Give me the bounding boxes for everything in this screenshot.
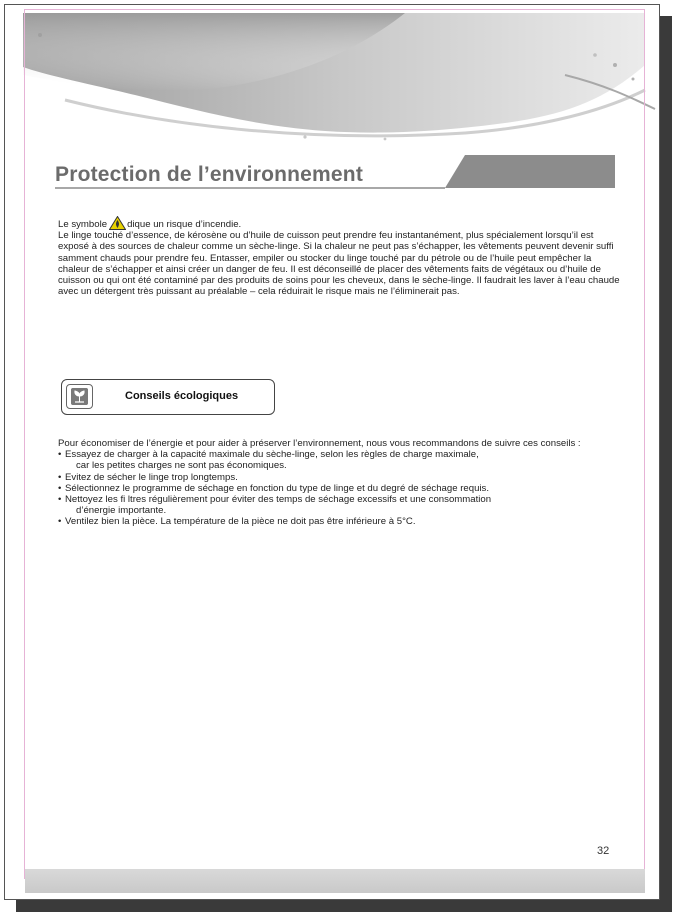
eco-leaf-icon — [71, 388, 88, 405]
list-item: • Nettoyez les fi ltres régulièrement pour éviter des temps de séchage excessifs et une consommation d’énergie importante. — [58, 494, 622, 516]
eco-tips-intro: Pour économiser de l’énergie et pour aider à préserver l’environnement, nous vous recommandons de suivre ces conseils : — [58, 438, 581, 449]
eco-tips-heading: Conseils écologiques — [125, 390, 239, 402]
list-item: • Sélectionnez le programme de séchage en fonction du type de linge et du degré de séchage requis. — [58, 483, 622, 494]
list-item: • Ventilez bien la pièce. La température de la pièce ne doit pas être inférieure à 5°C. — [58, 516, 622, 527]
warning-body: Le linge touché d’essence, de kérosène ou d’huile de cuisson peut prendre feu instantanément, plus spécialement lorsqu’il est exposé à des sources de chaleur comme un sèche-linge. Si la chaleur ne peut pas s’échapper, les vêtements peuvent devenir suffi samment chauds pour prendre feu. Entasser, empiler ou stocker du linge touché par du pétrole ou de l’huile peut empêcher la chaleur de s’échapper et ainsi créer un danger de feu. Il est déconseillé de placer des vêtements faits de végétaux ou d’huile de cuisson ou qui ont été contaminé par des produits de soins pour les cheveux, dans le sèche-linge. Il faudrait les laver à l’eau chaude avec un détergent très puissant au préalable – cela réduirait le risque mais ne l’éliminerait pas. — [58, 230, 620, 298]
eco-tips-list — [58, 449, 622, 527]
document-page — [4, 4, 660, 900]
eco-tips-heading-box — [61, 379, 275, 415]
section-title: Protection de l’environnement — [55, 163, 364, 186]
warning-intro: Le symbole dique un risque d’incendie. — [58, 216, 622, 230]
page-number: 32 — [597, 845, 610, 857]
list-item: • Evitez de sécher le linge trop longtemps. — [58, 472, 622, 483]
footer-bar — [25, 869, 645, 893]
eco-icon-frame — [66, 384, 93, 409]
fire-warning-icon — [109, 216, 126, 230]
list-item: • Essayez de charger à la capacité maximale du sèche-linge, selon les règles de charge maximale, car les petites charges ne sont pas économiques. — [58, 449, 622, 471]
eco-tips-text — [58, 438, 622, 528]
fire-warning-text — [58, 216, 622, 297]
